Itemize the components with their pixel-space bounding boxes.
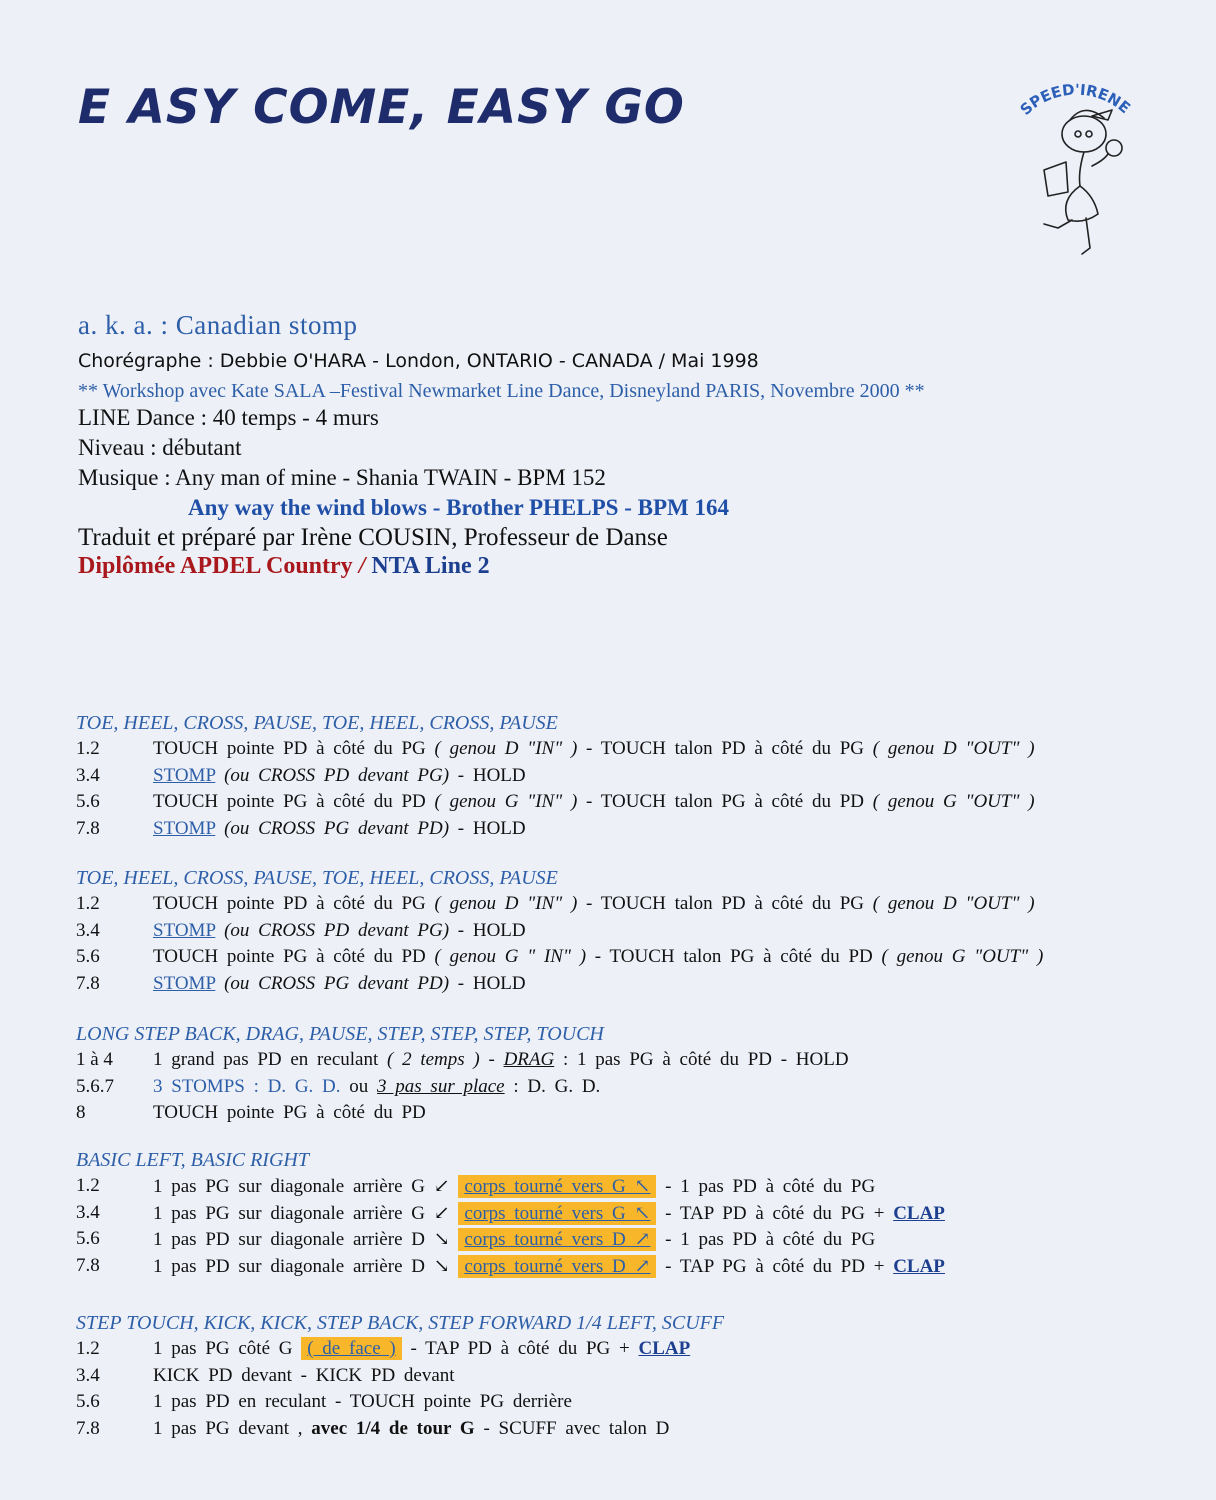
step-count: 3.4 (76, 919, 100, 941)
step-section-3 (76, 1023, 1196, 1129)
diploma-line (78, 553, 490, 580)
step-description: STOMP (ou CROSS PG devant PD) - HOLD (153, 972, 526, 994)
body-direction-highlight: corps tourné vers D ↗ (458, 1228, 656, 1251)
clap-label: CLAP (893, 1255, 945, 1277)
step-count: 7.8 (76, 817, 100, 839)
step-count: 3.4 (76, 764, 100, 786)
step-row (76, 946, 1196, 973)
step-count: 7.8 (76, 1254, 100, 1276)
line-dance-info: LINE Dance : 40 temps - 4 murs (78, 405, 379, 430)
step-count: 1.2 (76, 1175, 100, 1196)
step-section-5 (76, 1312, 1196, 1444)
music-line-1: Musique : Any man of mine - Shania TWAIN - BPM 152 (78, 465, 606, 490)
diploma-apdel: Diplômée APDEL Country (78, 553, 353, 579)
step-row (76, 973, 1196, 1000)
step-section-4 (76, 1149, 1196, 1281)
step-description: STOMP (ou CROSS PD devant PG) - HOLD (153, 919, 526, 941)
step-count: 8 (76, 1102, 86, 1123)
clap-label: CLAP (638, 1338, 691, 1359)
step-row (76, 1391, 1196, 1418)
level-line: Niveau : débutant (78, 435, 242, 460)
step-row (76, 1418, 1196, 1445)
step-count: 1.2 (76, 738, 100, 759)
step-count: 5.6 (76, 946, 100, 967)
step-count: 5.6 (76, 1391, 100, 1412)
section-title: TOE, HEEL, CROSS, PAUSE, TOE, HEEL, CROSS, PAUSE (76, 712, 558, 734)
step-section-1 (76, 712, 1196, 844)
logo-text: SPEED'IRENE (1016, 80, 1134, 119)
step-description: 1 pas PD sur diagonale arrière D ↘ corps tourné vers D ↗ - 1 pas PD à côté du PG (153, 1229, 876, 1250)
step-description: 1 pas PD en reculant - TOUCH pointe PG derrière (153, 1391, 572, 1412)
step-count: 3.4 (76, 1201, 100, 1223)
step-row (76, 738, 1196, 765)
facing-highlight: ( de face ) (301, 1337, 401, 1360)
step-description: STOMP (ou CROSS PG devant PD) - HOLD (153, 817, 526, 839)
step-row (76, 893, 1196, 920)
section-title: TOE, HEEL, CROSS, PAUSE, TOE, HEEL, CROSS, PAUSE (76, 867, 558, 889)
step-row (76, 1228, 1196, 1255)
step-row (76, 765, 1196, 792)
body-direction-highlight: corps tourné vers D ↗ (458, 1255, 656, 1278)
step-description: 1 pas PG sur diagonale arrière G ↙ corps tourné vers G ↖ - 1 pas PD à côté du PG (153, 1176, 876, 1197)
step-description: TOUCH pointe PG à côté du PD ( genou G " IN" ) - TOUCH talon PG à côté du PD ( genou G "OUT" ) (153, 946, 1044, 967)
step-count: 5.6 (76, 791, 100, 812)
step-count: 1 à 4 (76, 1049, 113, 1070)
step-count: 5.6 (76, 1228, 100, 1249)
section-title: STEP TOUCH, KICK, KICK, STEP BACK, STEP FORWARD 1/4 LEFT, SCUFF (76, 1312, 725, 1334)
translated-by-line: Traduit et préparé par Irène COUSIN, Professeur de Danse (78, 524, 668, 551)
svg-text:SPEED'IRENE (1017, 81, 1134, 119)
step-description: 3 STOMPS : D. G. D. ou 3 pas sur place : D. G. D. (153, 1075, 601, 1097)
choreographer-line: Chorégraphe : Debbie O'HARA - London, ONTARIO - CANADA / Mai 1998 (78, 350, 759, 372)
step-description: 1 grand pas PD en reculant ( 2 temps ) - DRAG : 1 pas PG à côté du PD - HOLD (153, 1049, 849, 1070)
aka-line: a. k. a. : Canadian stomp (78, 310, 358, 340)
section-title: LONG STEP BACK, DRAG, PAUSE, STEP, STEP, STEP, TOUCH (76, 1023, 604, 1045)
dance-title: E ASY COME, EASY GO (78, 80, 685, 135)
step-row (76, 1076, 1196, 1103)
step-count: 3.4 (76, 1364, 100, 1386)
step-description: KICK PD devant - KICK PD devant (153, 1364, 455, 1386)
step-row (76, 920, 1196, 947)
step-count: 5.6.7 (76, 1075, 114, 1097)
step-row (76, 1175, 1196, 1202)
workshop-line: ** Workshop avec Kate SALA –Festival Newmarket Line Dance, Disneyland PARIS, Novembre 2000 ** (78, 380, 925, 402)
step-count: 1.2 (76, 1338, 100, 1359)
body-direction-highlight: corps tourné vers G ↖ (458, 1202, 656, 1225)
step-description: TOUCH pointe PG à côté du PD ( genou G "IN" ) - TOUCH talon PG à côté du PD ( genou G "OUT" ) (153, 791, 1035, 812)
step-description: 1 pas PD sur diagonale arrière D ↘ corps tourné vers D ↗ - TAP PG à côté du PD + CLAP (153, 1255, 945, 1277)
step-count: 1.2 (76, 893, 100, 914)
clap-label: CLAP (893, 1202, 945, 1224)
step-description: TOUCH pointe PD à côté du PG ( genou D "IN" ) - TOUCH talon PD à côté du PG ( genou D "OUT" ) (153, 893, 1035, 914)
step-description: STOMP (ou CROSS PD devant PG) - HOLD (153, 764, 526, 786)
step-row (76, 1365, 1196, 1392)
step-count: 7.8 (76, 972, 100, 994)
step-description: TOUCH pointe PG à côté du PD (153, 1102, 426, 1123)
step-row (76, 818, 1196, 845)
step-description: TOUCH pointe PD à côté du PG ( genou D "IN" ) - TOUCH talon PD à côté du PG ( genou D "OUT" ) (153, 738, 1035, 759)
step-count: 7.8 (76, 1417, 100, 1439)
step-row (76, 1102, 1196, 1129)
step-row (76, 1202, 1196, 1229)
step-row (76, 791, 1196, 818)
step-row (76, 1049, 1196, 1076)
music-line-2: Any way the wind blows - Brother PHELPS - BPM 164 (188, 495, 729, 520)
step-row (76, 1338, 1196, 1365)
diploma-separator: / (358, 553, 366, 579)
diploma-nta: NTA Line 2 (371, 553, 490, 579)
step-description: 1 pas PG devant , avec 1/4 de tour G - SCUFF avec talon D (153, 1417, 670, 1439)
body-direction-highlight: corps tourné vers G ↖ (458, 1175, 656, 1198)
speed-irene-logo (996, 76, 1156, 266)
section-title: BASIC LEFT, BASIC RIGHT (76, 1149, 309, 1171)
step-row (76, 1255, 1196, 1282)
step-section-2 (76, 867, 1196, 999)
step-description: 1 pas PG côté G ( de face ) - TAP PD à côté du PG + CLAP (153, 1338, 691, 1359)
step-description: 1 pas PG sur diagonale arrière G ↙ corps tourné vers G ↖ - TAP PD à côté du PG + CLAP (153, 1202, 945, 1224)
